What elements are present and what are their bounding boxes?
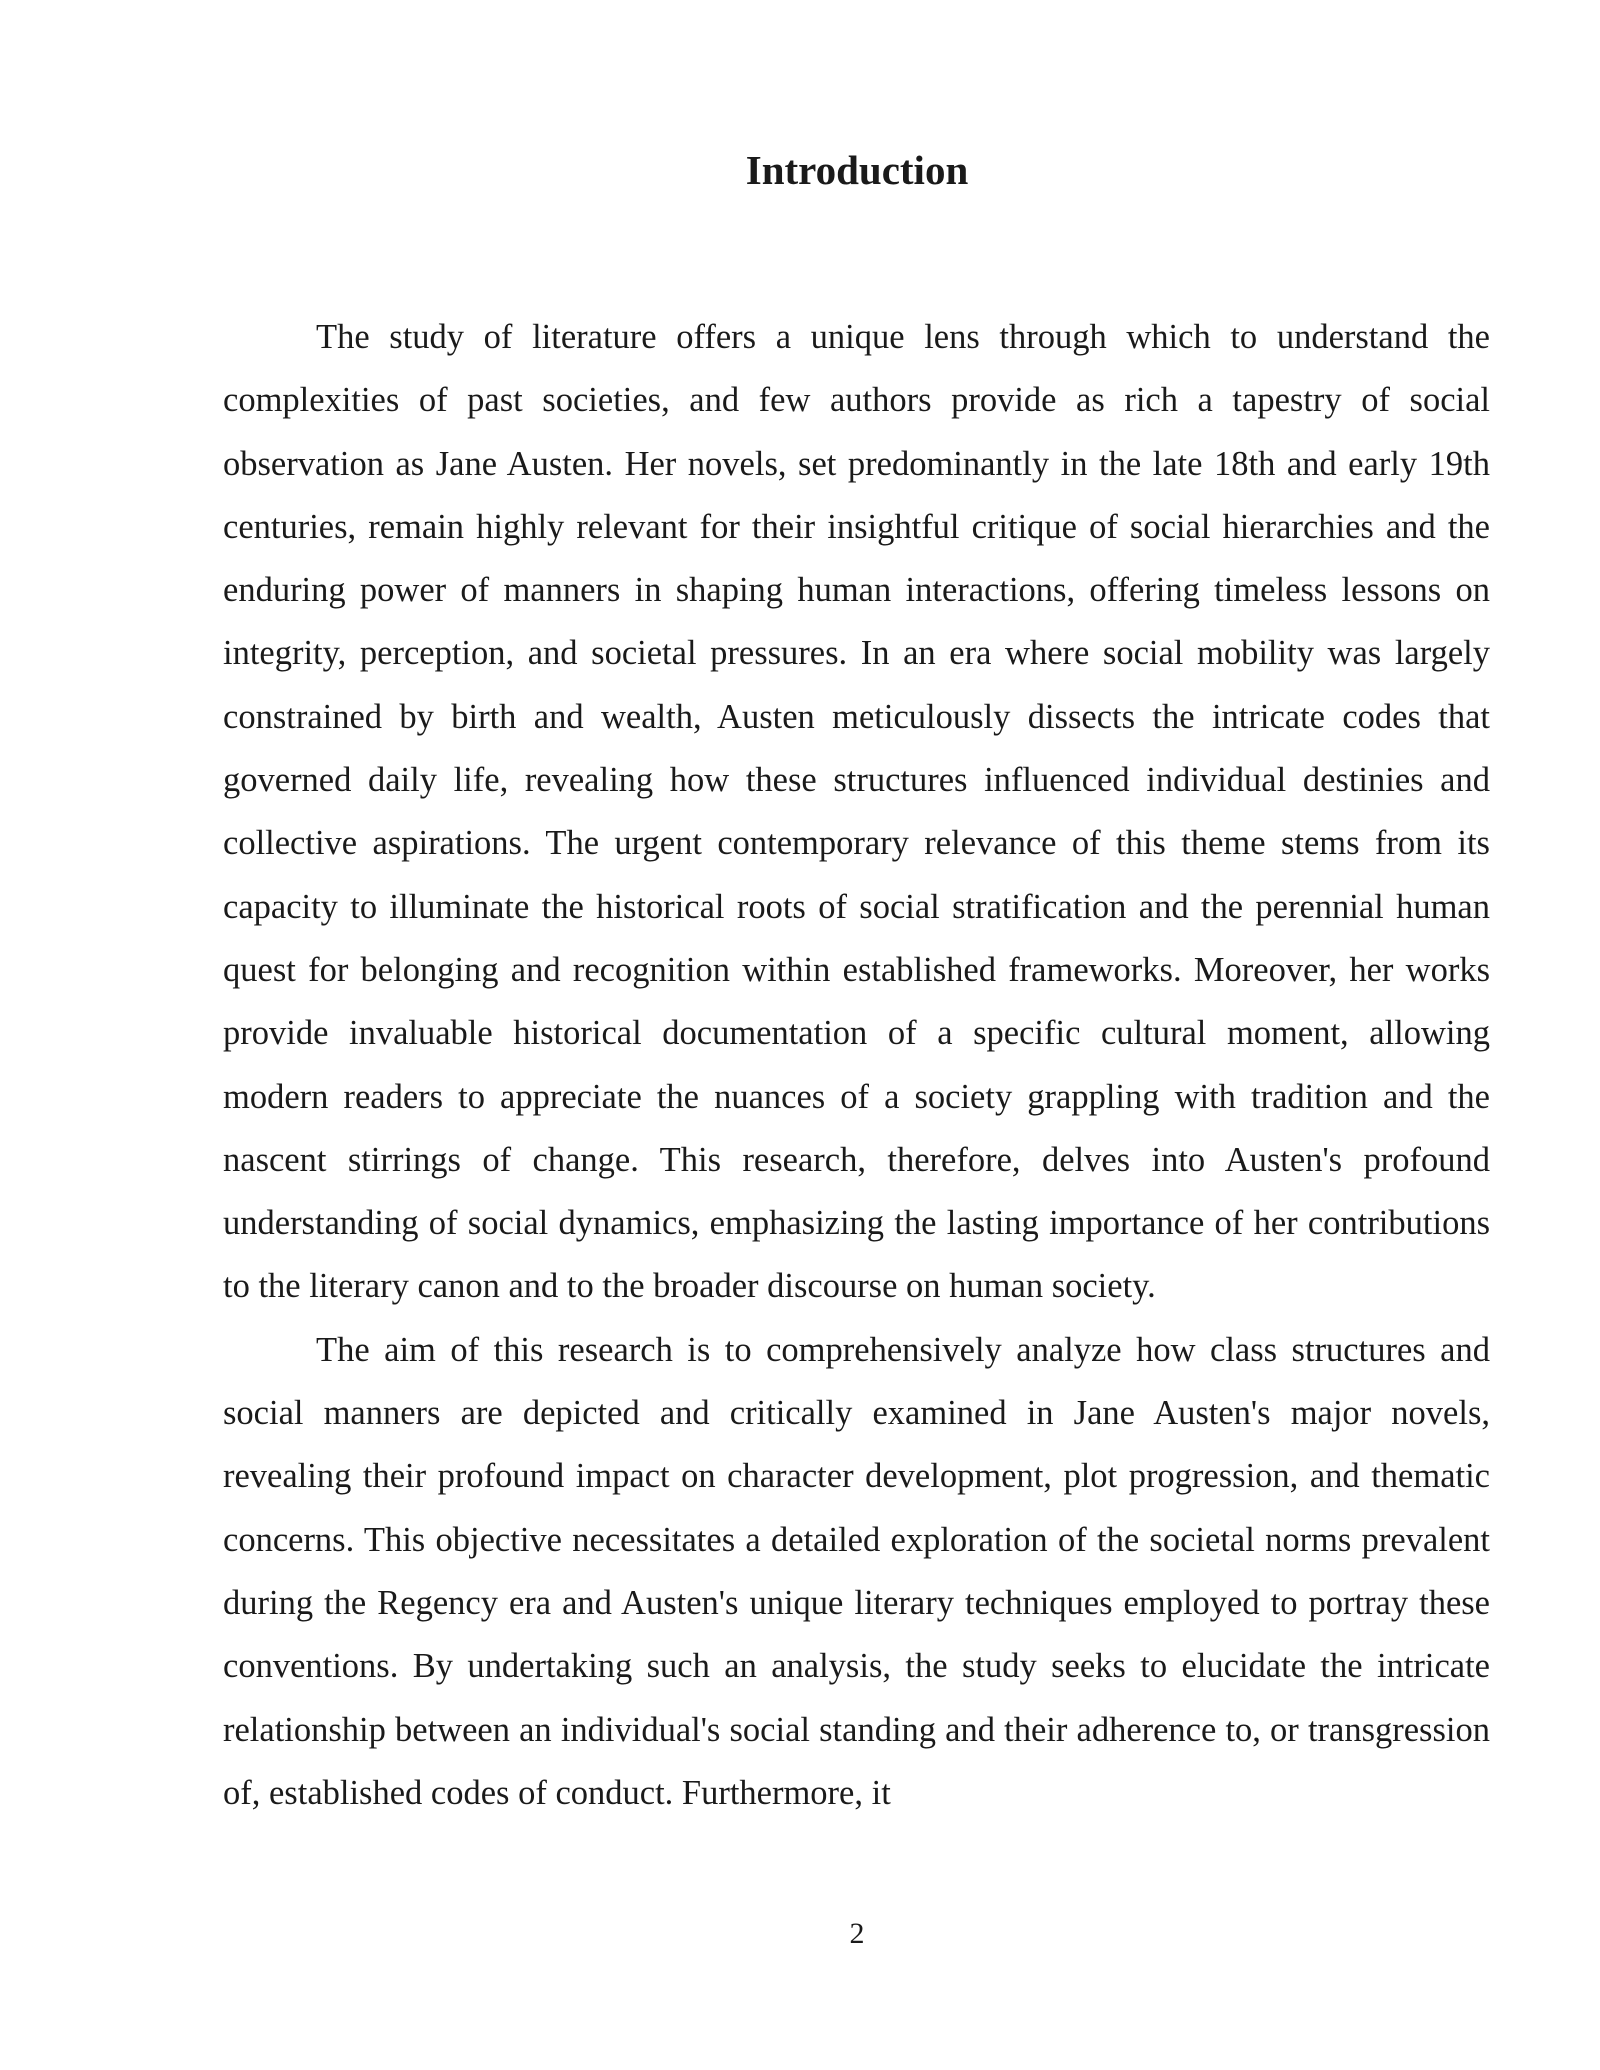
paragraph: The aim of this research is to comprehensively analyze how class structures and social manners are depicted and critically examined in Jane Austen's major novels, revealing their profound impact on character development, plot progression, and thematic concerns. This objective necessitates a detailed exploration of the societal norms prevalent during the Regency era and Austen's unique literary techniques employed to portray these conventions. By undertaking such an analysis, the study seeks to elucidate the intricate relationship between an individual's social standing and their adherence to, or transgression of, established codes of conduct. Furthermore, it — [223, 1330, 1490, 1812]
paragraph: The study of literature offers a unique lens through which to understand the complexities of past societies, and few authors provide as rich a tapestry of social observation as Jane Austen. Her novels, set predominantly in the late 18th and early 19th centuries, remain highly relevant for their insightful critique of social hierarchies and the enduring power of manners in shaping human interactions, offering timeless lessons on integrity, perception, and societal pressures. In an era where social mobility was largely constrained by birth and wealth, Austen meticulously dissects the intricate codes that governed daily life, revealing how these structures influenced individual destinies and collective aspirations. The urgent contemporary relevance of this theme stems from its capacity to illuminate the historical roots of social stratification and the perennial human quest for belonging and recognition within established frameworks. Moreover, her works provide invaluable historical documentation of a specific cultural moment, allowing modern readers to appreciate the nuances of a society grappling with tradition and the nascent stirrings of change. This research, therefore, delves into Austen's profound understanding of social dynamics, emphasizing the lasting importance of her contributions to the literary canon and to the broader discourse on human society. — [223, 318, 1490, 1306]
body-text — [223, 306, 1490, 1825]
page-title: Introduction — [745, 147, 969, 193]
page-number: 2 — [849, 1917, 865, 1950]
